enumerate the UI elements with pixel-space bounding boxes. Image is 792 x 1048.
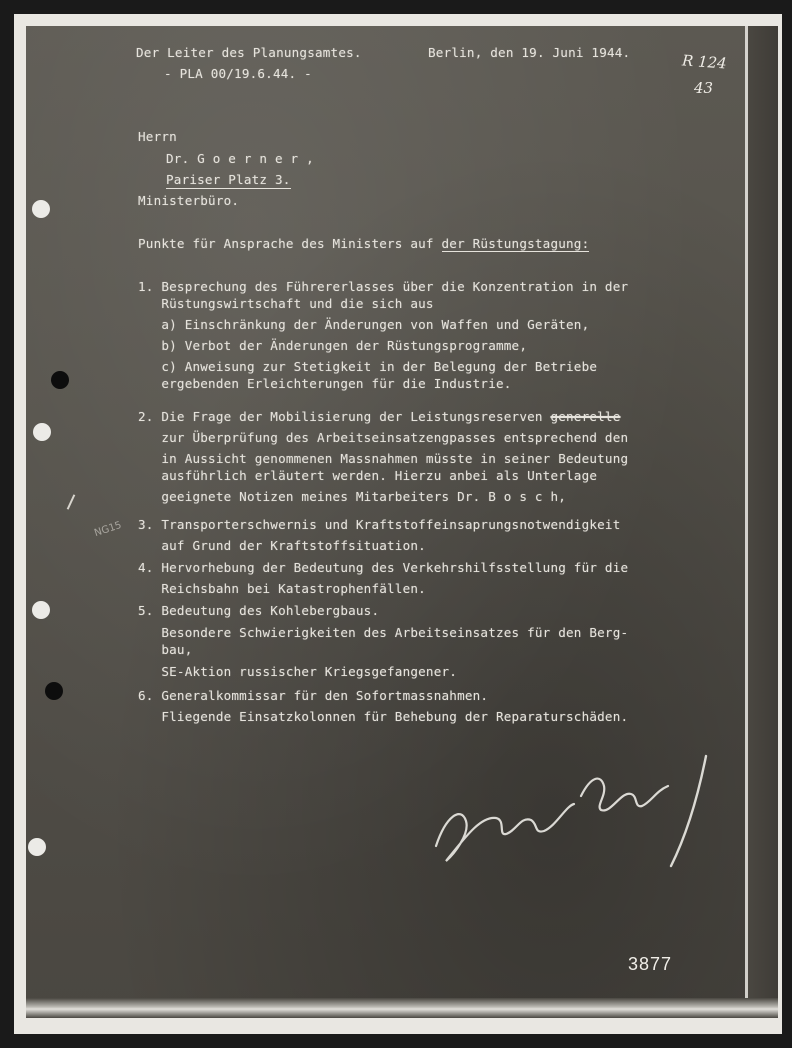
item-line: auf Grund der Kraftstoffsituation. — [138, 538, 426, 553]
item-line: ausführlich erläutert werden. Hierzu anbei als Unterlage — [138, 468, 598, 483]
item-line: bau, — [138, 642, 193, 657]
margin-tick — [67, 494, 76, 509]
item-line — [138, 408, 628, 425]
item-line: ergebenden Erleichterungen für die Industrie. — [138, 376, 512, 391]
page-number: 3877 — [628, 954, 673, 974]
recipient-address: Pariser Platz 3. — [166, 172, 291, 187]
recipient-office: Ministerbüro. — [138, 193, 240, 208]
item-line: 3. Transporterschwernis und Kraftstoffeinsaprungsnotwendigkeit — [138, 517, 621, 532]
sender-line: Der Leiter des Planungsamtes. — [136, 45, 362, 60]
item-line: c) Anweisung zur Stetigkeit in der Belegung der Betriebe — [138, 359, 598, 374]
margin-note: NG15 — [92, 519, 123, 540]
item-line-main: 2. Die Frage der Mobilisierung der Leistungsreserven — [138, 409, 551, 424]
struck-word: generelle — [550, 409, 621, 424]
list-item — [138, 278, 628, 392]
item-line: in Aussicht genommenen Massnahmen müsste in seiner Bedeutung — [138, 451, 629, 466]
subject-underlined: der Rüstungstagung: — [441, 236, 590, 251]
item-line: b) Verbot der Änderungen der Rüstungsprogramme, — [138, 338, 528, 353]
punch-hole — [32, 601, 50, 619]
punch-hole — [33, 423, 51, 441]
signature — [406, 736, 726, 886]
list-item — [138, 687, 628, 725]
place-date: Berlin, den 19. Juni 1944. — [428, 45, 631, 60]
item-line: SE-Aktion russischer Kriegsgefangener. — [138, 664, 458, 679]
list-item — [138, 602, 628, 680]
item-line: 5. Bedeutung des Kohlebergbaus. — [138, 603, 380, 618]
item-line: zur Überprüfung des Arbeitseinsatzengpasses entsprechend den — [138, 430, 629, 445]
recipient-name: Dr. G o e r n e r , — [166, 151, 314, 166]
punch-hole — [28, 838, 46, 856]
item-line: geeignete Notizen meines Mitarbeiters Dr. B o s c h, — [138, 489, 567, 504]
item-line: 1. Besprechung des Führererlasses über die Konzentration in der — [138, 279, 629, 294]
right-edge-line — [745, 26, 748, 1018]
list-item — [138, 516, 621, 554]
punch-hole — [45, 682, 63, 700]
document-sheet — [26, 26, 778, 1018]
punch-hole — [32, 200, 50, 218]
item-line: Rüstungswirtschaft und die sich aus — [138, 296, 434, 311]
archive-mark: R 124 — [681, 51, 728, 73]
salutation: Herrn — [138, 129, 177, 144]
item-line: 4. Hervorhebung der Bedeutung des Verkehrshilfsstellung für die — [138, 560, 629, 575]
item-line: Reichsbahn bei Katastrophenfällen. — [138, 581, 426, 596]
archive-mark-number: 43 — [694, 79, 714, 97]
list-item — [138, 559, 628, 597]
item-line: 6. Generalkommissar für den Sofortmassnahmen. — [138, 688, 489, 703]
reference-number: - PLA 00/19.6.44. - — [164, 66, 312, 81]
subject-line — [138, 235, 589, 252]
subject-prefix: Punkte für Ansprache des Ministers auf — [138, 236, 442, 251]
item-line: Fliegende Einsatzkolonnen für Behebung der Reparaturschäden. — [138, 709, 629, 724]
list-item — [138, 408, 628, 505]
right-edge-shadow — [748, 26, 778, 1018]
punch-hole — [51, 371, 69, 389]
item-line: Besondere Schwierigkeiten des Arbeitseinsatzes für den Berg- — [138, 625, 629, 640]
bottom-edge — [26, 998, 778, 1018]
item-line: a) Einschränkung der Änderungen von Waffen und Geräten, — [138, 317, 590, 332]
